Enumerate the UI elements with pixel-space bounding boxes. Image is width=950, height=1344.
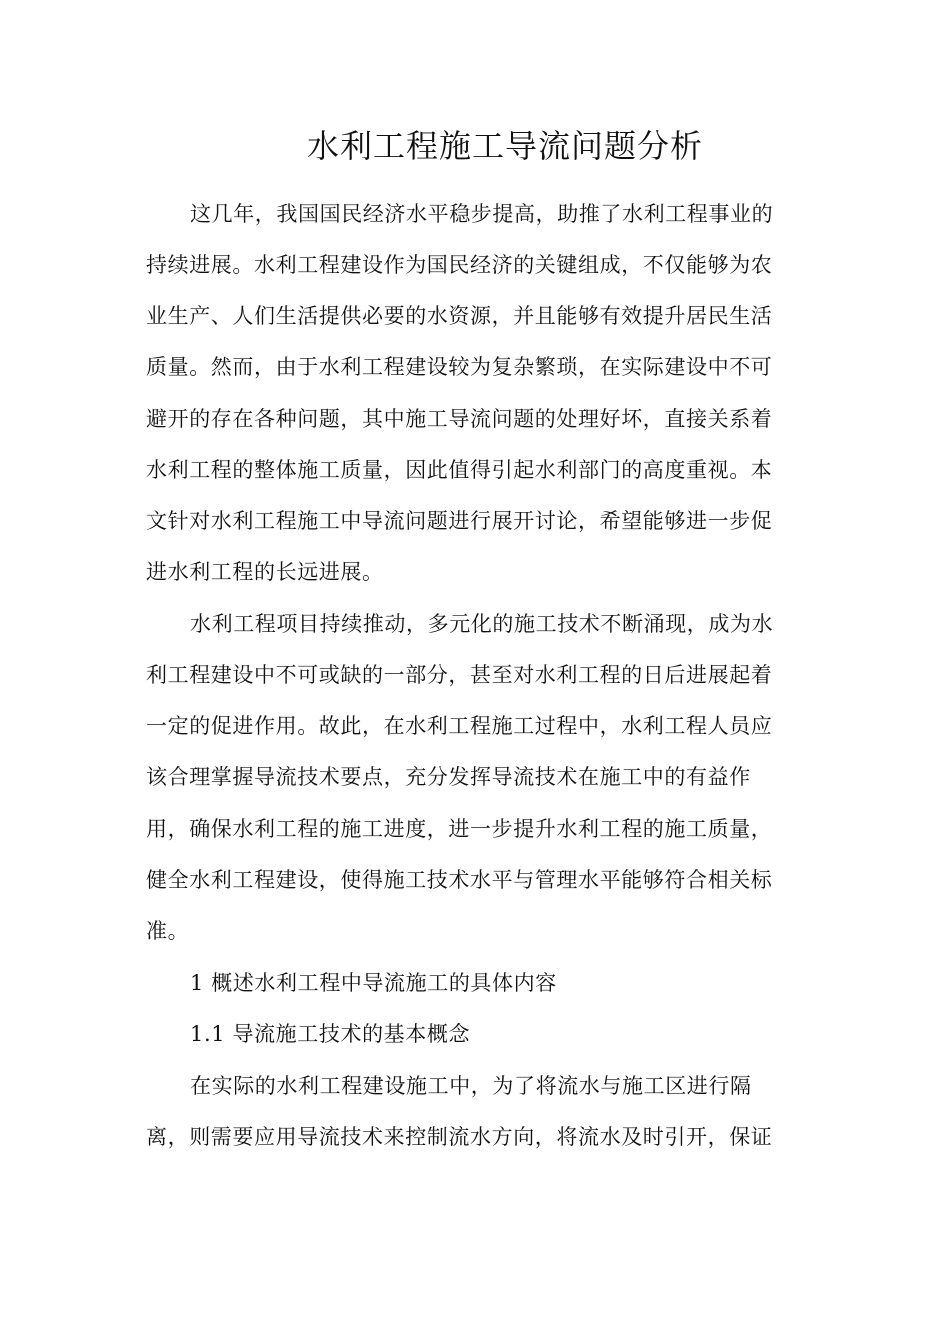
paragraph-line: 这几年，我国国民经济水平稳步提高，助推了水利工程事业的: [190, 202, 774, 226]
paragraph-line: 利工程建设中不可或缺的一部分，甚至对水利工程的日后进展起着: [146, 663, 773, 687]
paragraph-line: 质量。然而，由于水利工程建设较为复杂繁琐，在实际建设中不可: [146, 355, 773, 379]
subsection-heading: 1.1 导流施工技术的基本概念: [190, 1022, 471, 1046]
paragraph-line: 健全水利工程建设，使得施工技术水平与管理水平能够符合相关标: [146, 868, 773, 892]
paragraph-line: 该合理掌握导流技术要点，充分发挥导流技术在施工中的有益作: [146, 765, 751, 789]
paragraph-line: 进水利工程的长远进展。: [146, 560, 384, 584]
paragraph-line: 准。: [146, 919, 190, 943]
paragraph-line: 一定的促进作用。故此，在水利工程施工过程中，水利工程人员应: [146, 714, 773, 738]
paragraph-line: 业生产、人们生活提供必要的水资源，并且能够有效提升居民生活: [146, 304, 773, 328]
paragraph-line: 用，确保水利工程的施工进度，进一步提升水利工程的施工质量，: [146, 817, 773, 841]
paragraph-line: 离，则需要应用导流技术来控制流水方向，将流水及时引开，保证: [146, 1125, 773, 1149]
paragraph-line: 水利工程的整体施工质量，因此值得引起水利部门的高度重视。本: [146, 458, 773, 482]
paragraph-line: 持续进展。水利工程建设作为国民经济的关键组成，不仅能够为农: [146, 253, 773, 277]
document-title: 水利工程施工导流问题分析: [306, 127, 703, 165]
paragraph-line: 避开的存在各种问题，其中施工导流问题的处理好坏，直接关系着: [146, 407, 773, 431]
paragraph-line: 文针对水利工程施工中导流问题进行展开讨论，希望能够进一步促: [146, 509, 773, 533]
section-heading: 1 概述水利工程中导流施工的具体内容: [190, 971, 557, 995]
paragraph-line: 在实际的水利工程建设施工中，为了将流水与施工区进行隔: [190, 1074, 752, 1098]
paragraph-line: 水利工程项目持续推动，多元化的施工技术不断涌现，成为水: [190, 612, 774, 636]
